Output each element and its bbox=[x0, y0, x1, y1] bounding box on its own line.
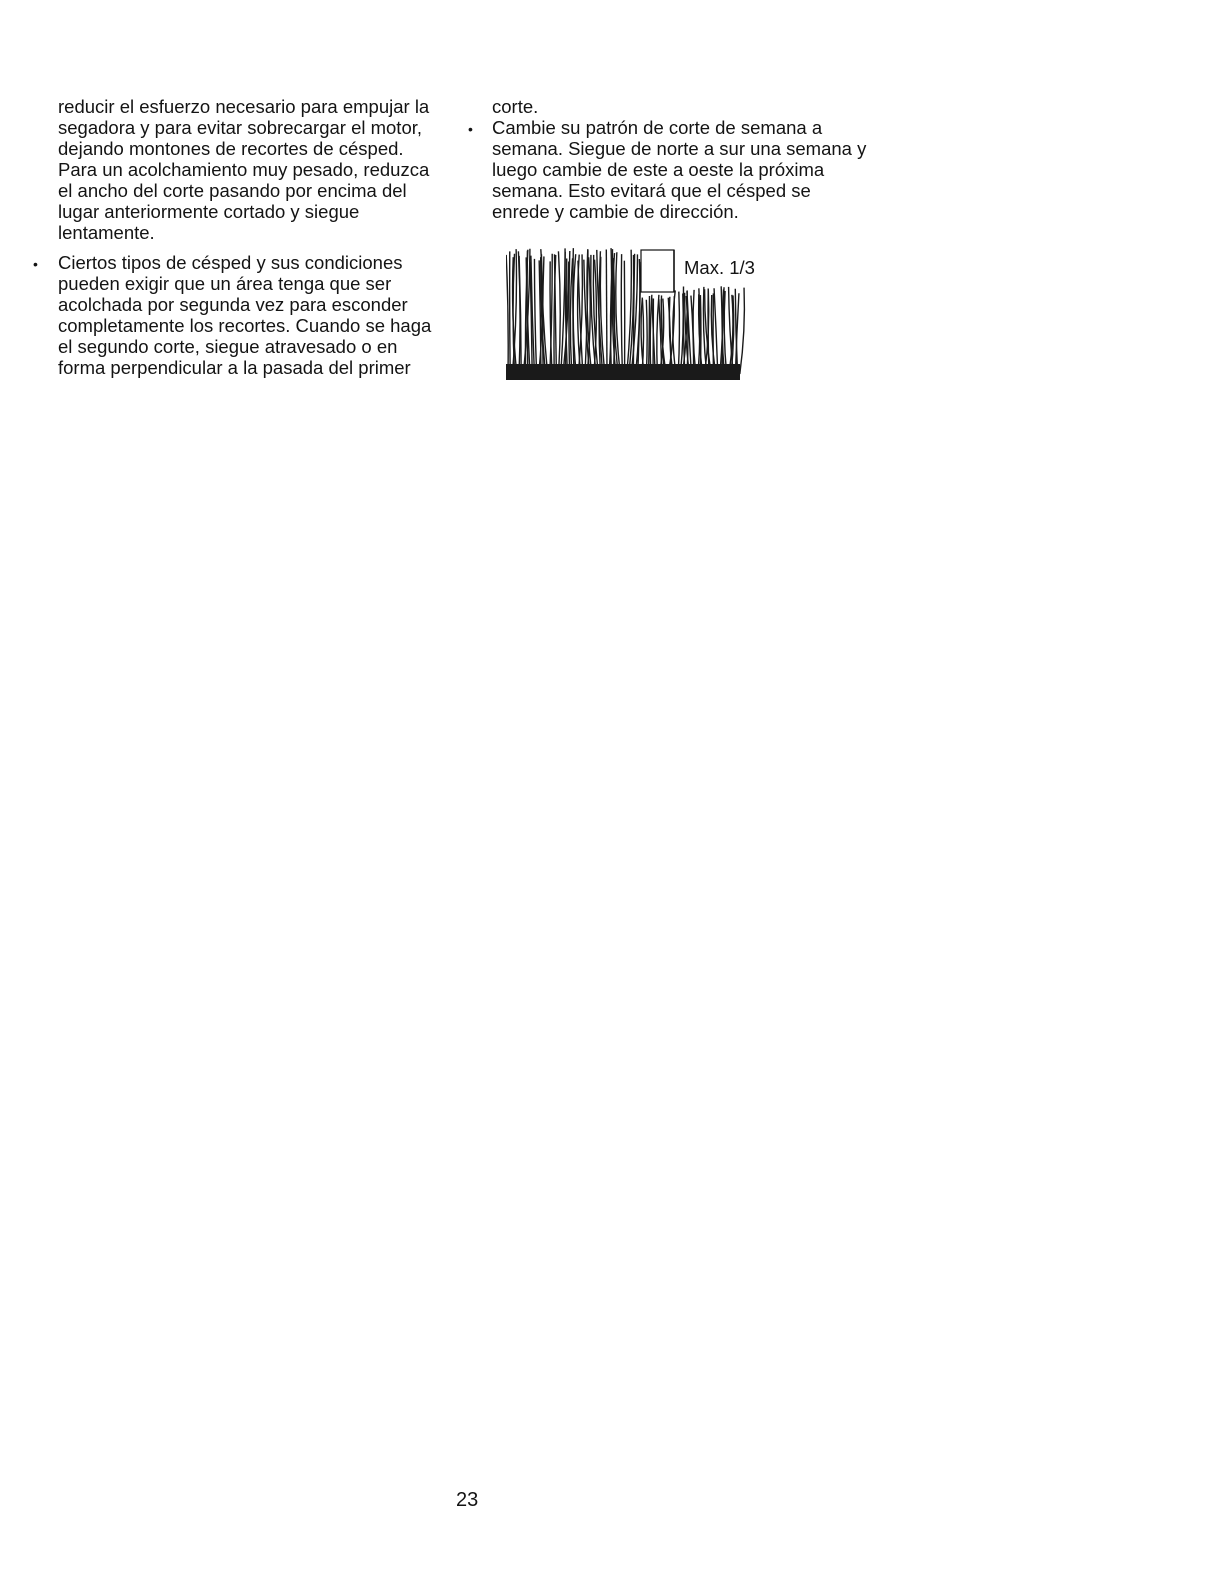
ground-band bbox=[506, 364, 740, 380]
grass-blade bbox=[649, 296, 650, 374]
text-line: pueden exigir que un área tenga que ser bbox=[58, 273, 392, 294]
text-line: semana. Siegue de norte a sur una semana y bbox=[492, 138, 867, 159]
grass-blade bbox=[740, 288, 745, 374]
text-line: lugar anteriormente cortado y siegue bbox=[58, 201, 360, 222]
grass-blade bbox=[558, 251, 560, 374]
max-one-third-label: Max. 1/3 bbox=[684, 257, 755, 278]
text-line: Para un acolchamiento muy pesado, reduzca bbox=[58, 159, 430, 180]
text-line: reducir el esfuerzo necesario para empujar la bbox=[58, 96, 430, 117]
text-line: completamente los recortes. Cuando se haga bbox=[58, 315, 432, 336]
text-line: acolchada por segunda vez para esconder bbox=[58, 294, 408, 315]
grass-blade bbox=[724, 291, 726, 374]
text-line: segadora y para evitar sobrecargar el motor, bbox=[58, 117, 423, 138]
text-line: corte. bbox=[492, 96, 539, 117]
bullet-icon: • bbox=[33, 256, 38, 272]
grass-blade bbox=[621, 254, 622, 374]
grass-blade bbox=[646, 300, 647, 374]
text-line: Ciertos tipos de césped y sus condiciones bbox=[58, 252, 403, 273]
text-line: el segundo corte, siegue atravesado o en bbox=[58, 336, 398, 357]
text-line: el ancho del corte pasando por encima del bbox=[58, 180, 407, 201]
text-line: enrede y cambie de dirección. bbox=[492, 201, 739, 222]
removed-height-box bbox=[641, 250, 674, 292]
grass-blade bbox=[678, 292, 679, 374]
grass-blade bbox=[510, 251, 511, 374]
grass-blade bbox=[506, 255, 508, 374]
grass-blade bbox=[534, 259, 536, 374]
grass-blade bbox=[606, 250, 607, 374]
text-line: luego cambie de este a oeste la próxima bbox=[492, 159, 825, 180]
grass-blade bbox=[554, 254, 556, 374]
text-line: dejando montones de recortes de césped. bbox=[58, 138, 404, 159]
bullet-icon: • bbox=[468, 121, 473, 137]
grass-blade bbox=[569, 251, 570, 374]
page-number: 23 bbox=[456, 1489, 479, 1511]
grass-blade bbox=[633, 254, 634, 374]
text-line: lentamente. bbox=[58, 222, 155, 243]
text-line: forma perpendicular a la pasada del primer bbox=[58, 357, 411, 378]
text-line: semana. Esto evitará que el césped se bbox=[492, 180, 811, 201]
text-line: Cambie su patrón de corte de semana a bbox=[492, 117, 823, 138]
